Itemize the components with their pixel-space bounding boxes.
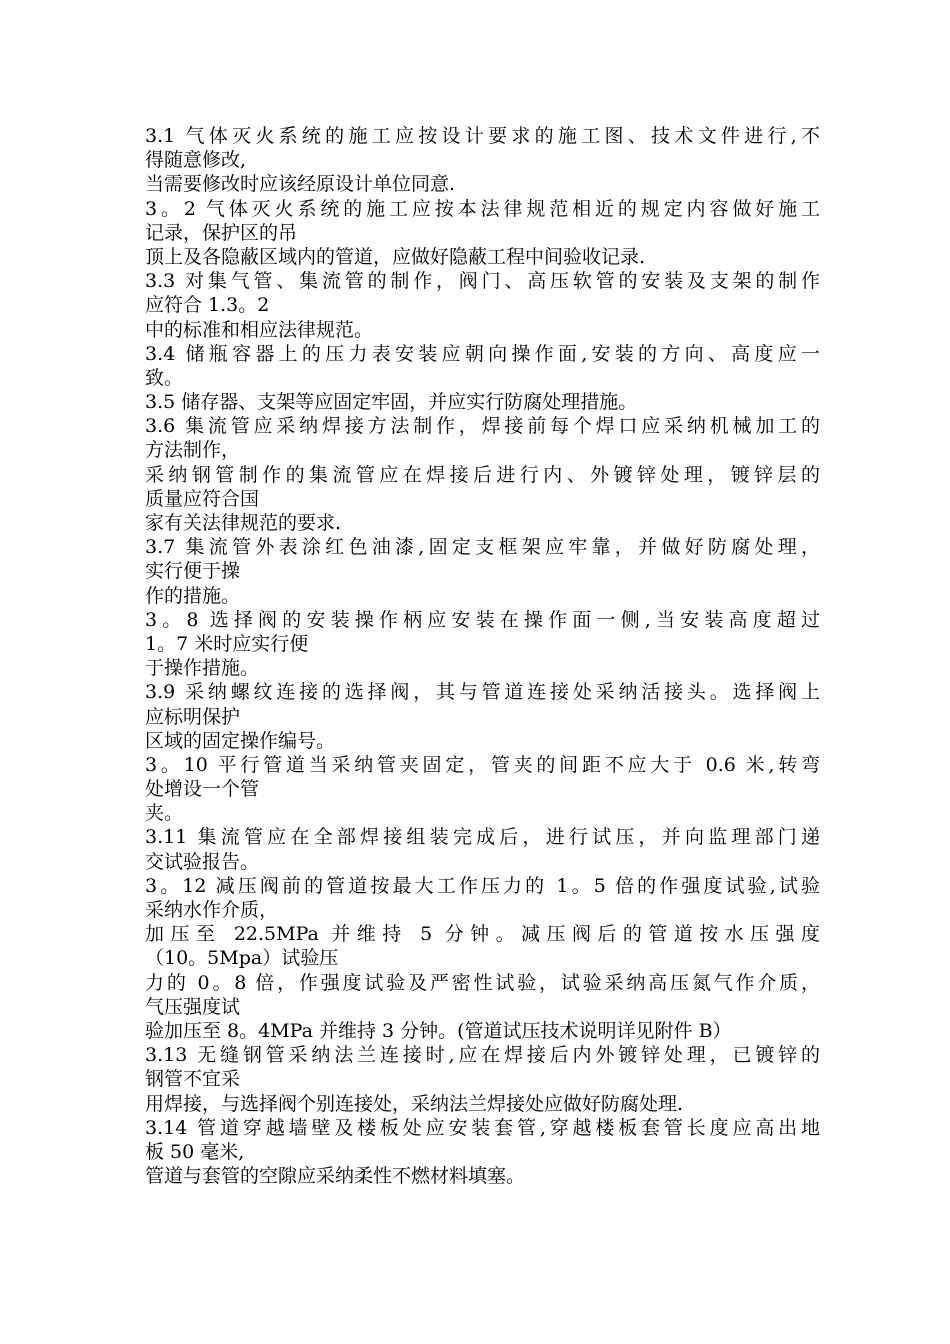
text-line: 用焊接，与选择阀个别连接处，采纳法兰焊接处应做好防腐处理.: [145, 1092, 684, 1115]
text-line: 3。10 平行管道当采纳管夹固定，管夹的间距不应大于 0.6 米,转弯: [145, 753, 820, 776]
text-line: 质量应符合国: [145, 487, 260, 510]
text-line: （10。5Mpa）试验压: [145, 947, 339, 970]
text-line: 3.5 储存器、支架等应固定牢固，并应实行防腐处理措施。: [145, 391, 638, 414]
text-line: 加压至 22.5MPa 并维持 5 分钟。减压阀后的管道按水压强度: [145, 923, 820, 946]
text-line: 采纳钢管制作的集流管应在焊接后进行内、外镀锌处理，镀锌层的: [145, 463, 820, 486]
text-line: 应符合 1.3。2: [145, 294, 270, 317]
text-line: 当需要修改时应该经原设计单位同意.: [145, 173, 456, 196]
text-line: 致。: [145, 366, 184, 389]
text-line: 区域的固定操作编号。: [145, 729, 336, 752]
text-line: 气压强度试: [145, 995, 241, 1018]
text-line: 记录，保护区的吊: [145, 221, 298, 244]
text-line: 得随意修改,: [145, 149, 247, 172]
text-line: 钢管不宜采: [145, 1068, 241, 1091]
text-line: 顶上及各隐蔽区域内的管道，应做好隐蔽工程中间验收记录.: [145, 245, 646, 268]
text-line: 中的标准和相应法律规范。: [145, 318, 374, 341]
text-line: 夹。: [145, 802, 184, 825]
text-line: 处增设一个管: [145, 778, 260, 801]
text-line: 板 50 毫米,: [145, 1140, 245, 1163]
text-line: 3。2 气体灭火系统的施工应按本法律规范相近的规定内容做好施工: [145, 197, 820, 220]
text-line: 3.13 无缝钢管采纳法兰连接时,应在焊接后内外镀锌处理，已镀锌的: [145, 1044, 820, 1067]
text-line: 应标明保护: [145, 705, 241, 728]
text-line: 3.14 管道穿越墙壁及楼板处应安装套管,穿越楼板套管长度应高出地: [145, 1116, 820, 1139]
text-line: 3.7 集流管外表涂红色油漆,固定支框架应牢靠，并做好防腐处理，: [145, 536, 820, 559]
text-line: 3。12 减压阀前的管道按最大工作压力的 1。5 倍的作强度试验,试验: [145, 874, 820, 897]
text-line: 3.11 集流管应在全部焊接组装完成后，进行试压，并向监理部门递: [145, 826, 820, 849]
text-line: 3.1 气体灭火系统的施工应按设计要求的施工图、技术文件进行,不: [145, 125, 820, 147]
text-line: 实行便于操: [145, 560, 241, 583]
text-line: 采纳水作介质，: [145, 899, 279, 921]
text-line: 作的措施。: [145, 584, 241, 607]
text-line: 力的 0。8 倍，作强度试验及严密性试验，试验采纳高压氮气作介质，: [145, 971, 820, 994]
text-line: 3.4 储瓶容器上的压力表安装应朝向操作面,安装的方向、高度应一: [145, 342, 820, 365]
text-line: 验加压至 8。4MPa 并维持 3 分钟。(管道试压技术说明详见附件 B）: [145, 1019, 732, 1042]
text-line: 于操作措施。: [145, 657, 260, 680]
document-body: [145, 124, 820, 1188]
text-line: 3.9 采纳螺纹连接的选择阀，其与管道连接处采纳活接头。选择阀上: [145, 681, 820, 704]
text-line: 3.6 集流管应采纳焊接方法制作，焊接前每个焊口应采纳机械加工的: [145, 415, 820, 438]
text-line: 家有关法律规范的要求.: [145, 512, 342, 534]
text-line: 交试验报告。: [145, 850, 260, 873]
text-line: 3.3 对集气管、集流管的制作，阀门、高压软管的安装及支架的制作: [145, 270, 820, 293]
text-line: 方法制作，: [145, 439, 241, 462]
text-line: 1。7 米时应实行便: [145, 632, 309, 655]
text-line: 3。8 选择阀的安装操作柄应安装在操作面一侧,当安装高度超过: [145, 608, 820, 631]
text-line: 管道与套管的空隙应采纳柔性不燃材料填塞。: [145, 1165, 526, 1188]
